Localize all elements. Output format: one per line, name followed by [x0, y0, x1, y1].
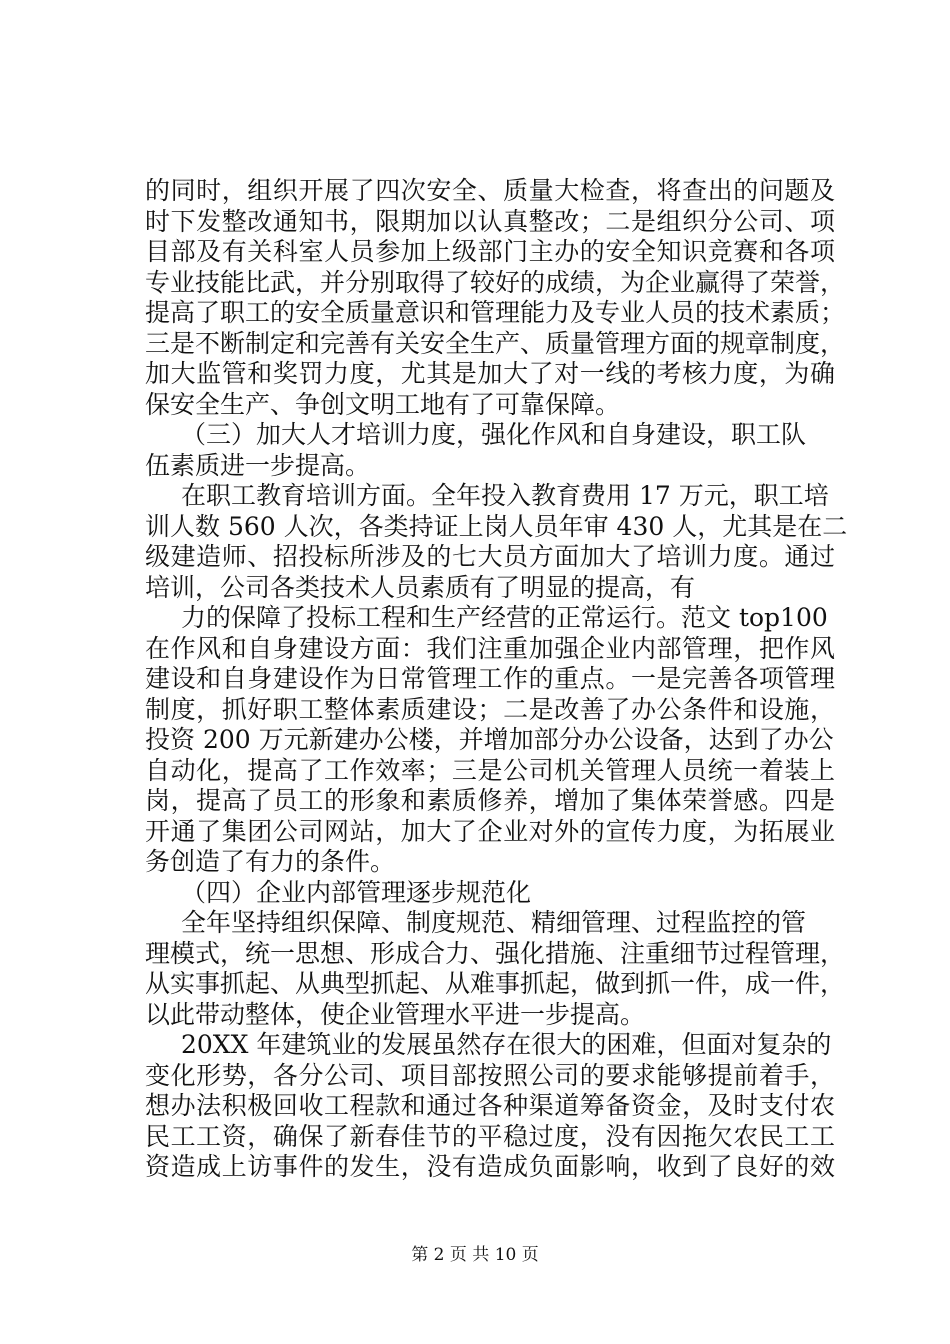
body-line: 目部及有关科室人员参加上级部门主办的安全知识竞赛和各项 — [145, 237, 835, 266]
body-line: 从实事抓起、从典型抓起、从难事抓起，做到抓一件，成一件， — [145, 969, 846, 998]
body-line: 训人数 560 人次，各类持证上岗人员年审 430 人，尤其是在二 — [145, 511, 848, 541]
body-line: 变化形势，各分公司、项目部按照公司的要求能够提前着手， — [145, 1060, 835, 1090]
document-body — [145, 176, 848, 1183]
body-line: 开通了集团公司网站，加大了企业对外的宣传力度，为拓展业 — [145, 816, 835, 846]
body-line: 提高了职工的安全质量意识和管理能力及专业人员的技术素质； — [145, 298, 846, 327]
body-line: 岗，提高了员工的形象和素质修养，增加了集体荣誉感。四是 — [145, 786, 835, 815]
body-line: 资造成上访事件的发生，没有造成负面影响，收到了良好的效 — [145, 1152, 835, 1181]
body-line: 在作风和自身建设方面：我们注重加强企业内部管理，把作风 — [145, 633, 835, 663]
body-line: 时下发整改通知书，限期加以认真整改；二是组织分公司、项 — [145, 206, 835, 236]
body-line: 建设和自身建设作为日常管理工作的重点。一是完善各项管理 — [145, 664, 835, 693]
body-line: 务创造了有力的条件。 — [145, 847, 396, 876]
body-line: 想办法积极回收工程款和通过各种渠道筹备资金，及时支付农 — [145, 1091, 835, 1120]
body-line: 制度，抓好职工整体素质建设；二是改善了办公条件和设施， — [145, 694, 835, 724]
body-line: 自动化，提高了工作效率；三是公司机关管理人员统一着装上 — [145, 755, 835, 785]
paragraph-start: 在职工教育培训方面。全年投入教育费用 17 万元，职工培 — [181, 481, 829, 510]
body-line: 保安全生产、争创文明工地有了可靠保障。 — [145, 389, 621, 419]
body-line: 的同时，组织开展了四次安全、质量大检查，将查出的问题及 — [145, 176, 835, 205]
body-line: 加大监管和奖罚力度，尤其是加大了对一线的考核力度，为确 — [145, 359, 835, 388]
body-line: 培训，公司各类技术人员素质有了明显的提高，有 — [145, 572, 696, 602]
section-heading-3: （三）加大人才培训力度，强化作风和自身建设，职工队 — [181, 420, 807, 449]
body-line: 级建造师、招投标所涉及的七大员方面加大了培训力度。通过 — [145, 542, 835, 571]
body-line: 投资 200 万元新建办公楼，并增加部分办公设备，达到了办公 — [145, 725, 834, 754]
section-heading-3-cont: 伍素质进一步提高。 — [145, 450, 371, 480]
body-line: 三是不断制定和完善有关安全生产、质量管理方面的规章制度， — [145, 328, 846, 358]
paragraph-start: 全年坚持组织保障、制度规范、精细管理、过程监控的管 — [181, 908, 807, 937]
page-number-footer: 第 2 页 共 10 页 — [411, 1245, 539, 1265]
paragraph-start: 力的保障了投标工程和生产经营的正常运行。范文 top100 — [181, 603, 828, 632]
body-line: 理模式，统一思想、形成合力、强化措施、注重细节过程管理， — [145, 938, 846, 968]
body-line: 民工工资，确保了新春佳节的平稳过度，没有因拖欠农民工工 — [145, 1121, 835, 1151]
body-line: 以此带动整体，使企业管理水平进一步提高。 — [145, 999, 646, 1029]
paragraph-start: 20XX 年建筑业的发展虽然存在很大的困难，但面对复杂的 — [181, 1030, 832, 1059]
body-line: 专业技能比武，并分别取得了较好的成绩，为企业赢得了荣誉， — [145, 267, 846, 297]
section-heading-4: （四）企业内部管理逐步规范化 — [181, 877, 532, 907]
